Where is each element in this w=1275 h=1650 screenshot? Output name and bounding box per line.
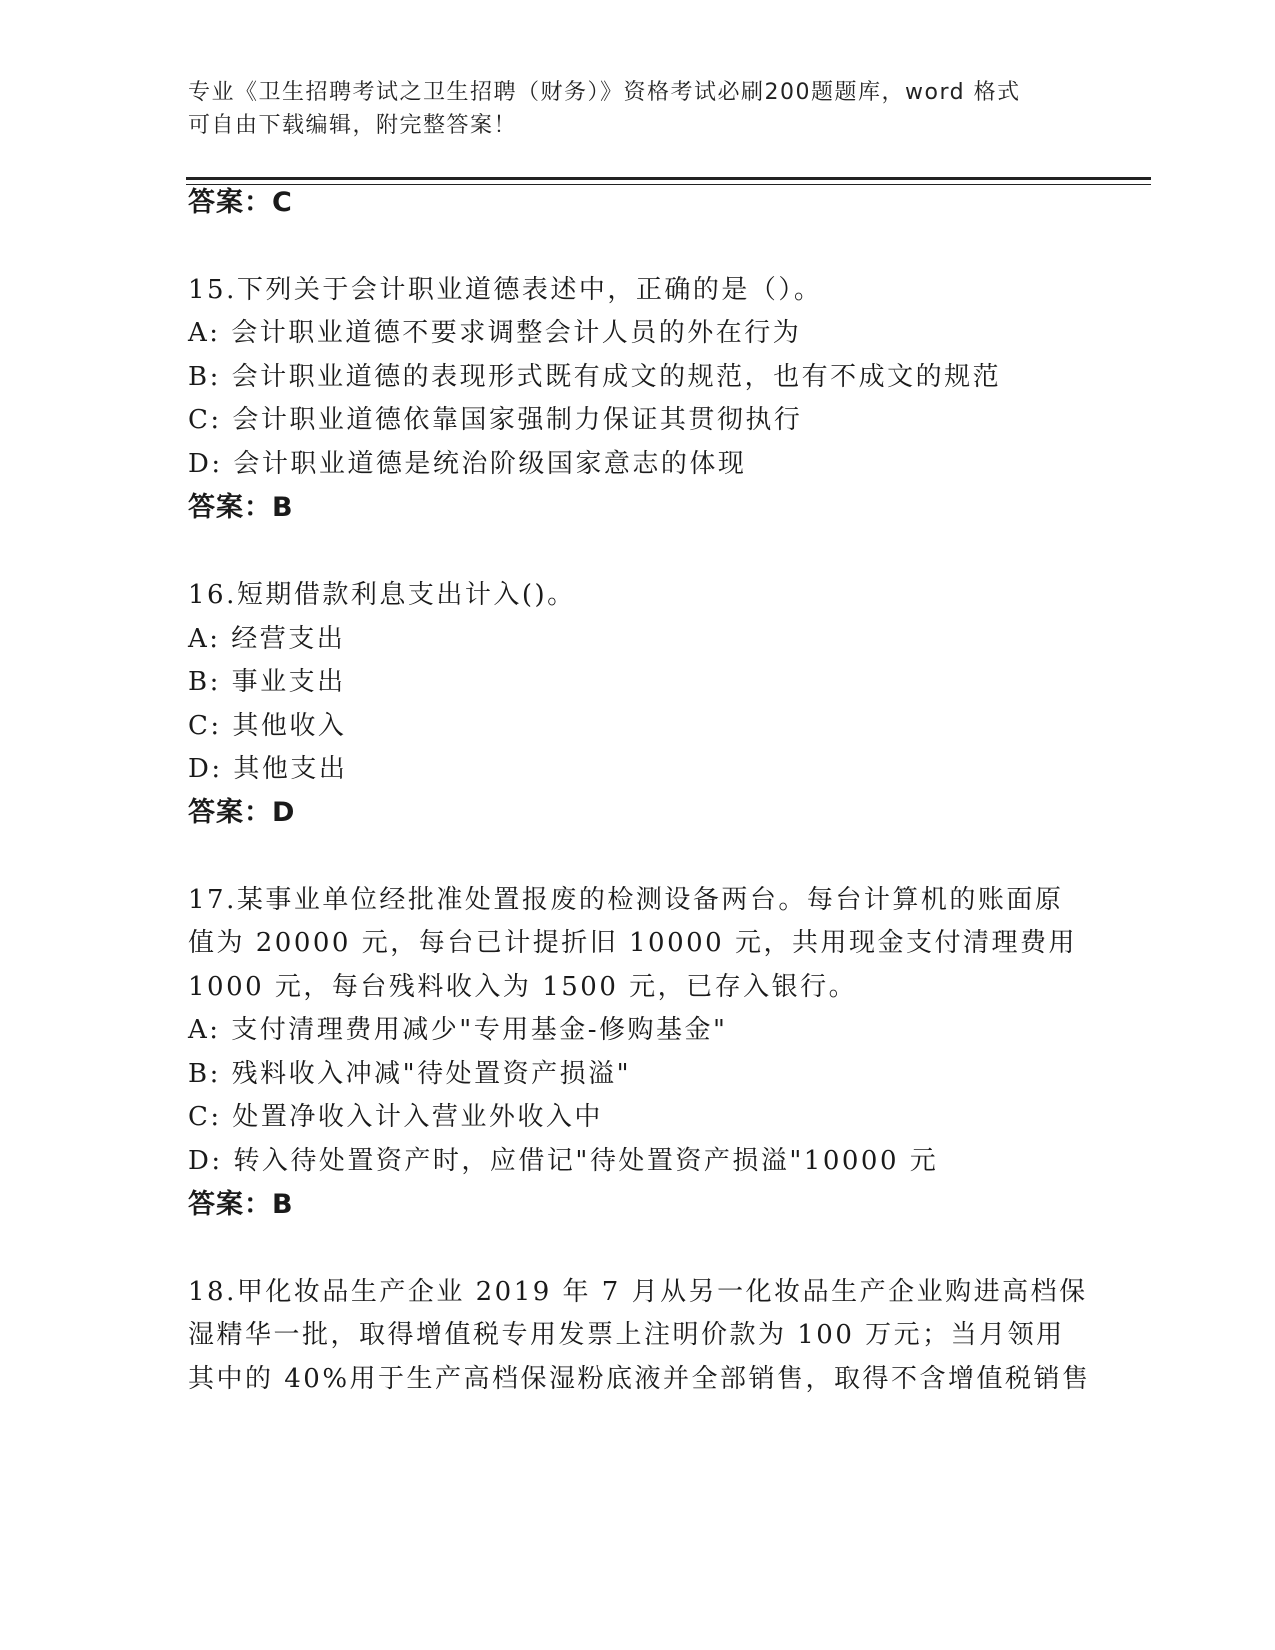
question-17-option-d: D: 转入待处置资产时，应借记"待处置资产损溢"10000 元 [188,1146,939,1176]
question-16-option-c: C: 其他收入 [188,711,347,741]
question-16-text: 16.短期借款利息支出计入()。 [188,580,576,610]
question-15-option-b: B: 会计职业道德的表现形式既有成文的规范，也有不成文的规范 [188,362,1002,392]
question-15-answer: 答案：B [188,492,294,523]
header-line-2: 可自由下载编辑，附完整答案！ [188,113,518,138]
question-16-option-b: B: 事业支出 [188,667,346,697]
header-rule-thin [186,184,1151,185]
question-18-text-line-1: 18.甲化妆品生产企业 2019 年 7 月从另一化妆品生产企业购进高档保 [188,1277,1088,1307]
question-18-text-line-3: 其中的 40%用于生产高档保湿粉底液并全部销售，取得不含增值税销售 [188,1364,1091,1394]
question-17-option-b: B: 残料收入冲减"待处置资产损溢" [188,1059,632,1089]
question-17-option-c: C: 处置净收入计入营业外收入中 [188,1102,603,1132]
question-16-answer: 答案：D [188,797,296,828]
answer-prev: 答案：C [188,187,293,218]
question-15-option-a: A: 会计职业道德不要求调整会计人员的外在行为 [188,318,802,348]
question-17-text-line-1: 17.某事业单位经批准处置报废的检测设备两台。每台计算机的账面原 [188,885,1064,915]
question-15-option-c: C: 会计职业道德依靠国家强制力保证其贯彻执行 [188,405,803,435]
header-line-1: 专业《卫生招聘考试之卫生招聘（财务）》资格考试必刷200题题库，word 格式 [188,80,1021,105]
question-16-option-a: A: 经营支出 [188,624,346,654]
question-17-text-line-2: 值为 20000 元，每台已计提折旧 10000 元，共用现金支付清理费用 [188,928,1077,958]
question-17-option-a: A: 支付清理费用减少"专用基金-修购基金" [188,1015,728,1045]
question-15-option-d: D: 会计职业道德是统治阶级国家意志的体现 [188,449,747,479]
document-header [188,76,1088,142]
question-17-answer: 答案：B [188,1189,294,1220]
header-rule-thick [186,177,1151,180]
question-16-option-d: D: 其他支出 [188,754,348,784]
question-15-text: 15.下列关于会计职业道德表述中，正确的是（）。 [188,275,823,305]
question-17-text-line-3: 1000 元，每台残料收入为 1500 元，已存入银行。 [188,972,858,1002]
question-18-text-line-2: 湿精华一批，取得增值税专用发票上注明价款为 100 万元；当月领用 [188,1320,1065,1350]
